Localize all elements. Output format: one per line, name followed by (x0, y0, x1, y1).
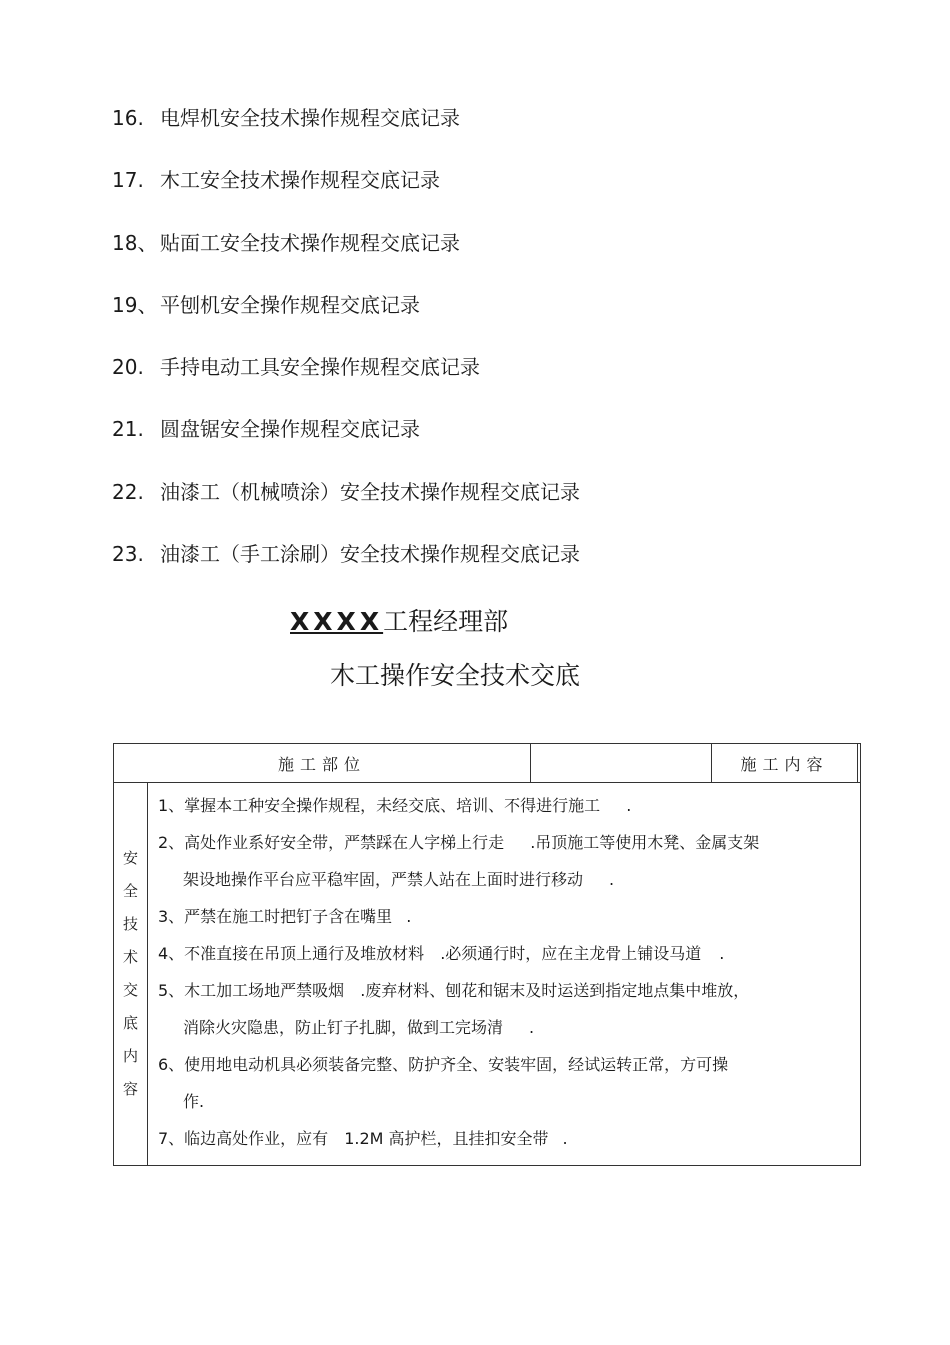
content-label: 施工内容 (711, 744, 857, 783)
list-item: 7、临边高处作业，应有 1.2M 高护栏，且挂扣安全带 . (158, 1129, 568, 1148)
list-item: 2、高处作业系好安全带，严禁踩在人字梯上行走 .吊顶施工等使用木凳、金属支架 架设地操作平台应平稳牢固，严禁人站在上面时进行移动 . (158, 833, 760, 889)
org-heading (290, 604, 508, 640)
list-item: 19、 平刨机安全操作规程交底记录 (112, 292, 420, 317)
list-item: 4、不准直接在吊顶上通行及堆放材料 .必须通行时，应在主龙骨上铺设马道 . (158, 944, 725, 963)
list-item: 5、木工加工场地严禁吸烟 .废弃材料、刨花和锯末及时运送到指定地点集中堆放， 消除火灾隐患，防止钉子扎脚，做到工完场清 . (158, 981, 750, 1037)
list-item: 18、 贴面工安全技术操作规程交底记录 (112, 230, 460, 255)
procedure-record-list (112, 103, 580, 601)
org-name-placeholder: XXXX (290, 607, 384, 636)
table-header-row (114, 744, 861, 783)
list-item: 3、严禁在施工时把钉子含在嘴里 . (158, 907, 412, 926)
content-value (857, 744, 860, 783)
list-item: 1、掌握本工种安全操作规程，未经交底、培训、不得进行施工 . (158, 796, 632, 815)
list-item: 22. 油漆工（机械喷涂）安全技术操作规程交底记录 (112, 479, 580, 504)
org-suffix: 工程经理部 (383, 607, 509, 636)
disclosure-content (148, 783, 861, 1166)
location-value (530, 744, 711, 783)
disclosure-table (113, 743, 861, 1166)
table-body-row (114, 783, 861, 1166)
list-item: 16. 电焊机安全技术操作规程交底记录 (112, 106, 460, 130)
list-item: 6、使用地电动机具必须装备完整、防护齐全、安装牢固，经试运转正常，方可操 作. (158, 1055, 729, 1111)
list-item: 21. 圆盘锯安全操作规程交底记录 (112, 417, 420, 442)
list-item: 20. 手持电动工具安全操作规程交底记录 (112, 355, 480, 380)
list-item: 23. 油漆工（手工涂刷）安全技术操作规程交底记录 (112, 542, 580, 567)
location-label: 施工部位 (114, 744, 531, 783)
list-item: 17. 木工安全技术操作规程交底记录 (112, 168, 440, 193)
side-label: 安 全 技 术 交 底 内 容 (114, 783, 148, 1166)
document-title: 木工操作安全技术交底 (330, 661, 581, 690)
